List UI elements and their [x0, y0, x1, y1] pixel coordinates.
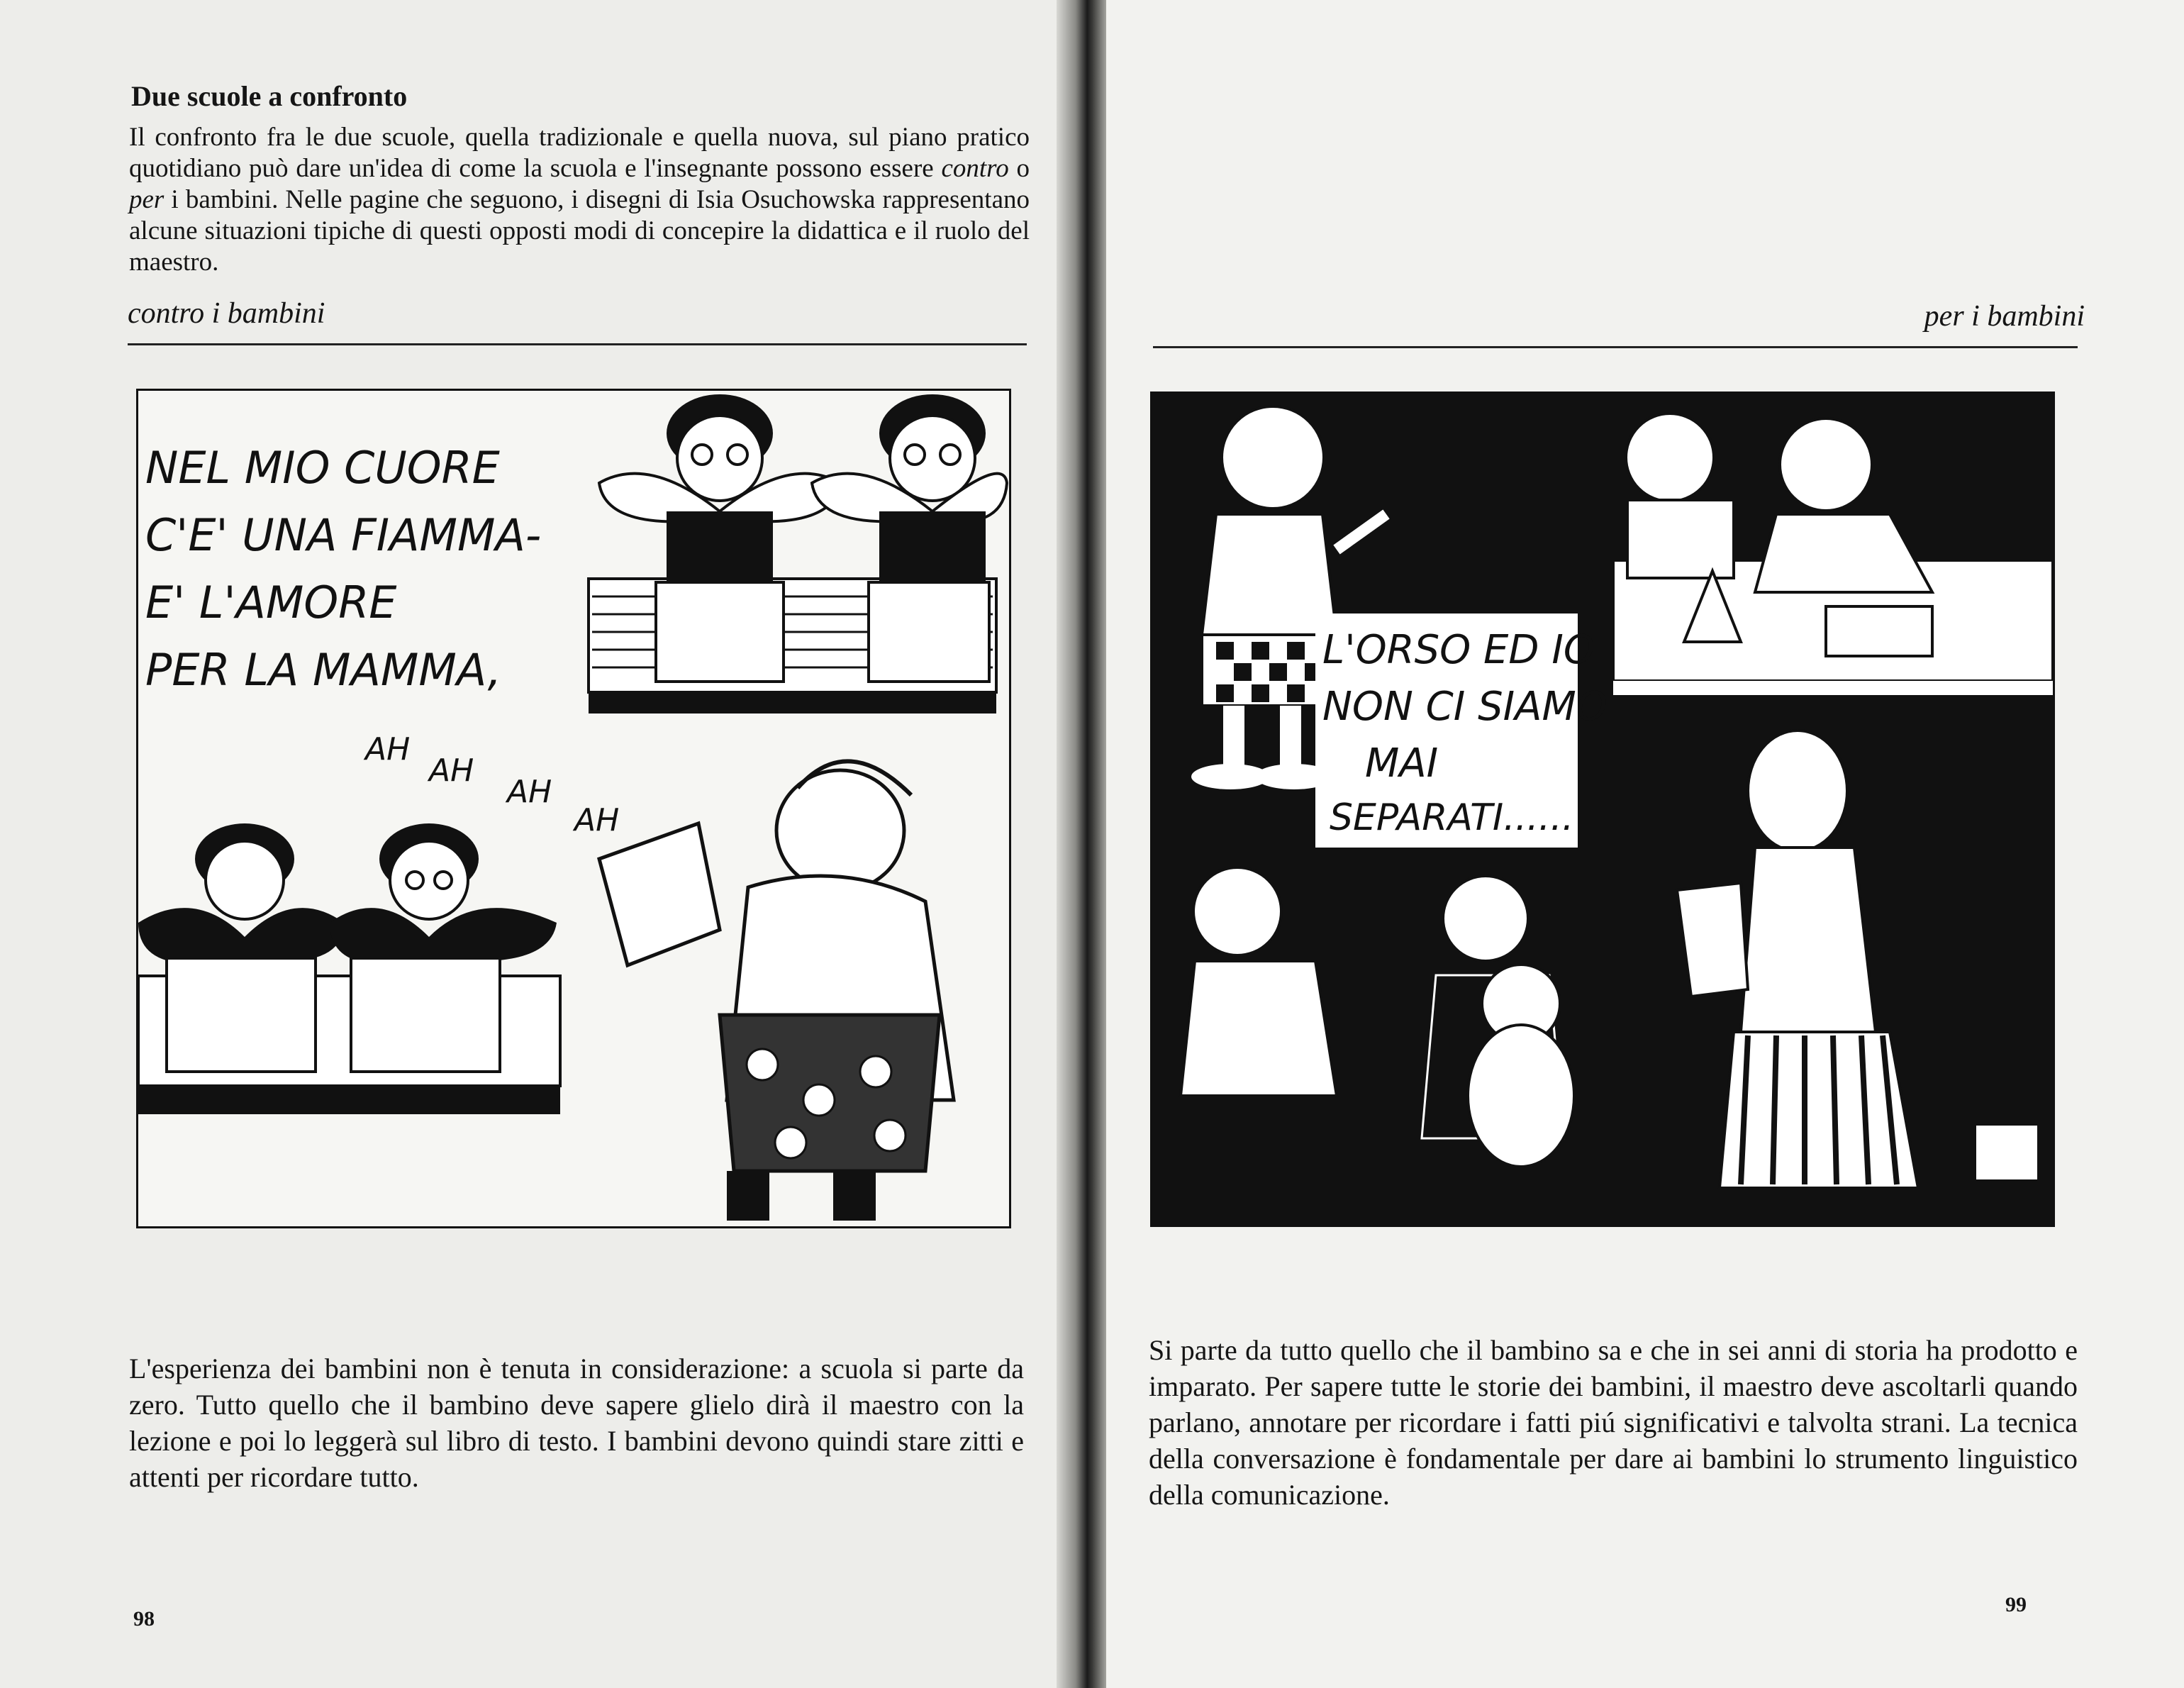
intro-text-b: i bambini. Nelle pagine che seguono, i disegni di Isia Osuchowska rappresentano alcune situazioni tipiche di questi opposti modi di concepire la didattica e il ruolo del maestro.	[129, 185, 1030, 277]
speech-line-2: C'E' UNA FIAMMA-	[145, 509, 542, 561]
intro-per: per	[129, 185, 165, 214]
teacher-paper	[1677, 883, 1748, 996]
speech-line-1: NEL MIO CUORE	[145, 442, 500, 494]
child-head	[1780, 418, 1872, 511]
illustration-contro	[136, 389, 1011, 1228]
laugh-1: AH	[365, 731, 411, 767]
cartoon-contro-drawing	[138, 391, 1009, 1226]
teacher-head	[1748, 731, 1847, 851]
column-rule-right	[1153, 346, 2078, 348]
caption-contro: L'esperienza dei bambini non è tenuta in considerazione: a scuola si parte da zero. Tutto quello che il bambino deve sapere glielo dirà il maestro con la lezione e poi lo leggerà sul libro di testo. I bambini devono quindi stare zitti e attenti per ricordare tutto.	[129, 1353, 1024, 1493]
speech-line-4: PER LA MAMMA,	[145, 644, 502, 696]
teddy-bear-body	[1468, 1025, 1574, 1167]
speech-line-2: NON CI SIAMO	[1322, 684, 1608, 730]
upper-bench-front	[589, 692, 996, 713]
child-face	[677, 416, 762, 501]
caption-per: Si parte da tutto quello che il bambino sa e che in sei anni di storia ha prodotto e imparato. Per sapere tutte le storie dei bambini, il maestro deve ascoltarli quando parlano, annotare per ricordare i fatti piú significativi e talvolta strani. La tecnica della conversazione è fondamentale per dare ai bambini lo strumento linguistico della comunicazione.	[1149, 1334, 2078, 1511]
girl-head	[1222, 406, 1324, 509]
boy-head	[1626, 413, 1714, 501]
book	[656, 582, 784, 682]
cartoon-per-drawing	[1152, 394, 2053, 1225]
laugh-2: AH	[429, 753, 474, 789]
teacher-body	[1741, 848, 1876, 1032]
intro-contro: contro	[941, 154, 1009, 183]
column-rule-left	[128, 343, 1027, 345]
column-label-contro: contro i bambini	[128, 297, 325, 330]
illustration-per	[1150, 392, 2055, 1227]
intro-paragraph	[129, 122, 1030, 278]
flower-pot	[1975, 1124, 2039, 1181]
child-with-bear-head	[1443, 876, 1528, 961]
column-label-per: per i bambini	[1924, 300, 2085, 333]
speech-line-1: L'ORSO ED IO	[1322, 627, 1595, 673]
teacher-book	[599, 823, 720, 965]
child-body	[667, 511, 773, 589]
laugh-3: AH	[507, 774, 552, 810]
teacher-head	[776, 770, 904, 891]
lower-bench-front	[138, 1086, 560, 1114]
speech-line-3: E' L'AMORE	[145, 577, 397, 628]
toy-truck	[1826, 606, 1932, 656]
page-number-left: 98	[133, 1607, 155, 1631]
page-number-right: 99	[2005, 1593, 2027, 1616]
intro-text-a: Il confronto fra le due scuole, quella tradizionale e quella nuova, sul piano pratico quotidiano può dare un'idea di come la scuola e l'insegnante possono essere	[129, 123, 1030, 183]
left-page	[0, 0, 1071, 1688]
speech-line-3: MAI	[1365, 740, 1439, 787]
laugh-4: AH	[574, 802, 620, 838]
section-title: Due scuole a confronto	[131, 80, 408, 112]
intro-text-o: o	[1008, 154, 1030, 183]
right-page	[1106, 0, 2184, 1688]
speech-line-4: SEPARATI......	[1330, 796, 1574, 839]
